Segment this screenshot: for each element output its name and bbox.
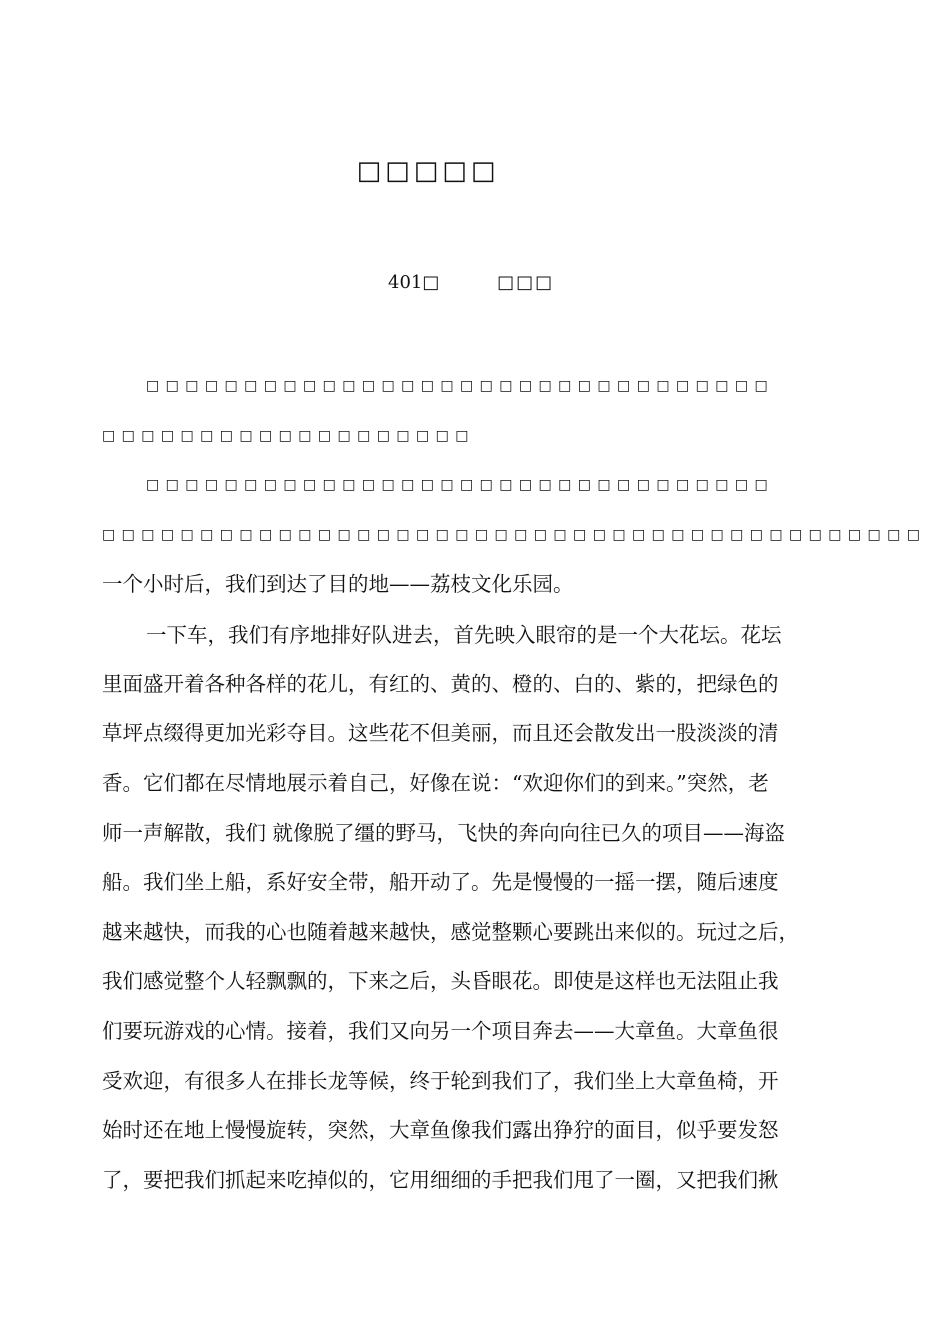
text-line: 一下车，我们有序地排好队进去，首先映入眼帘的是一个大花坛。花坛 [146,623,782,647]
byline [388,272,554,293]
text-line: □□□□□□□□□□□□□□□□□□□□□□□□□□□□□□□□ [146,477,775,493]
text-line: □□□□□□□□□□□□□□□□□□□□□□□□□□□□□□□□□□□□□□□□□□ [102,527,927,543]
text-line: 了，要把我们抓起来吃掉似的，它用细细的手把我们甩了一圈，又把我们揪 [102,1168,779,1192]
text-line: 师一声解散，我们 就像脱了缰的野马，飞快的奔向向往已久的项目——海盗 [102,821,786,845]
class-label: 401□ [388,272,440,293]
text-line: 们要玩游戏的心情。接着，我们又向另一个项目奔去——大章鱼。大章鱼很 [102,1019,779,1043]
text-line: 香。它们都在尽情地展示着自己，好像在说：“欢迎你们的到来。”突然，老 [102,771,769,795]
text-line: 草坪点缀得更加光彩夺目。这些花不但美丽，而且还会散发出一股淡淡的清 [102,721,779,745]
author-name: □□□ [497,272,555,293]
text-line: 船。我们坐上船，系好安全带，船开动了。先是慢慢的一摇一摆，随后速度 [102,870,779,894]
text-line: 越来越快，而我的心也随着越来越快，感觉整颗心要跳出来似的。玩过之后， [102,920,799,944]
text-line: □□□□□□□□□□□□□□□□□□□□□□□□□□□□□□□□ [146,378,775,394]
text-line: 受欢迎，有很多人在排长龙等候，终于轮到我们了，我们坐上大章鱼椅，开 [102,1069,779,1093]
text-line: 我们感觉整个人轻飘飘的，下来之后，头昏眼花。即使是这样也无法阻止我 [102,969,779,993]
text-line: 里面盛开着各种各样的花儿，有红的、黄的、橙的、白的、紫的，把绿色的 [102,672,779,696]
document-title: □□□□□ [356,156,500,186]
text-line: □□□□□□□□□□□□□□□□□□□ [102,428,475,444]
text-line: 一个小时后，我们到达了目的地——荔枝文化乐园。 [102,572,574,596]
text-line: 始时还在地上慢慢旋转，突然，大章鱼像我们露出狰狞的面目，似乎要发怒 [102,1118,779,1142]
